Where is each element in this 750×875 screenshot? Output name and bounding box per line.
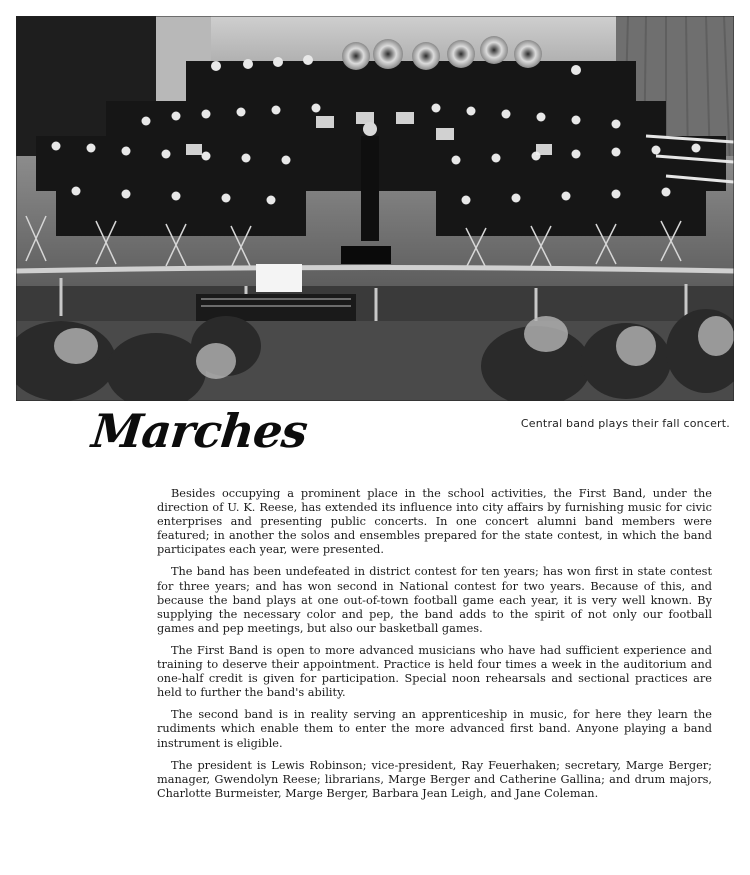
- photo-caption: Central band plays their fall concert.: [520, 417, 730, 430]
- paragraph: The president is Lewis Robinson; vice-president, Ray Feuerhaken; secretary, Marge Berger; manager, Gwendolyn Reese; librarians, Marge Berger and Catherine Gallina; and drum majors, Charlotte Burmeister, Marge Berger, Barbara Jean Leigh, and Jane Coleman.: [157, 758, 712, 800]
- band-concert-photo: [16, 16, 734, 401]
- paragraph: Besides occupying a prominent place in the school activities, the First Band, under the direction of U. K. Reese, has extended its influence into city affairs by furnishing music for civic enterprises and presenting public concerts. In one concert alumni band members were featured; in another the solos and ensembles prepared for the state contest, in which the band participates each year, were presented.: [157, 487, 712, 557]
- paragraph: The band has been undefeated in district contest for ten years; has won first in state contest for three years; and has won second in National contest for two years. Because of this, and because the band plays at one out-of-town football game each year, it is very well known. By supplying the necessary color and pep, the band adds to the spirit of not only our football games and pep meetings, but also our basketball games.: [157, 565, 712, 635]
- paragraph: The First Band is open to more advanced musicians who have had sufficient experience and training to deserve their appointment. Practice is held four times a week in the auditorium and one-half credit is given for participation. Special noon rehearsals and sectional practices are held to further the band's ability.: [157, 643, 712, 700]
- page-title: Marches: [89, 404, 310, 458]
- article-body: [157, 487, 712, 809]
- paragraph: The second band is in reality serving an apprenticeship in music, for here they learn the rudiments which enable them to enter the more advanced first band. Anyone playing a band instrument is eligible.: [157, 708, 712, 750]
